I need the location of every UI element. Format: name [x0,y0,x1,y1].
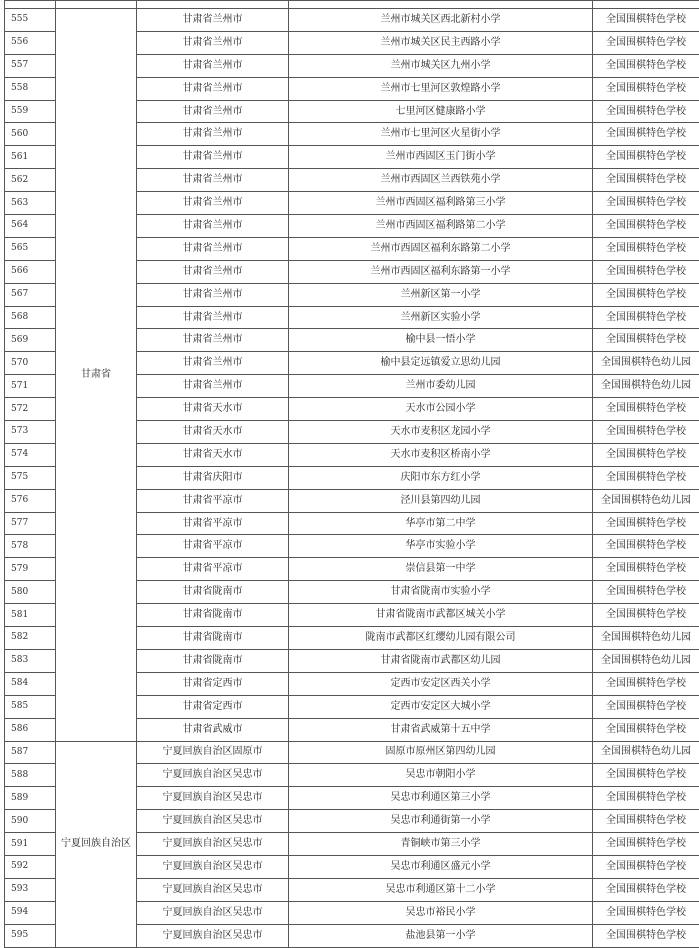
school-type-cell: 全国围棋特色学校 [593,421,699,444]
school-name-cell: 兰州市七里河区敦煌路小学 [289,77,593,100]
row-number: 563 [5,192,56,215]
school-name-cell: 青铜峡市第三小学 [289,833,593,856]
school-name-cell: 崇信县第一中学 [289,558,593,581]
school-name-cell: 兰州市西固区福利路第二小学 [289,215,593,238]
city-cell: 甘肃省兰州市 [137,9,289,32]
edge-cell [56,1,137,9]
city-cell: 甘肃省陇南市 [137,649,289,672]
school-type-cell: 全国围棋特色学校 [593,215,699,238]
school-name-cell: 天水市公园小学 [289,398,593,421]
row-number: 573 [5,421,56,444]
school-name-cell: 吴忠市朝阳小学 [289,764,593,787]
row-number: 583 [5,649,56,672]
city-cell: 宁夏回族自治区吴忠市 [137,901,289,924]
school-name-cell: 吴忠市裕民小学 [289,901,593,924]
row-number: 557 [5,54,56,77]
city-cell: 甘肃省兰州市 [137,215,289,238]
city-cell: 甘肃省兰州市 [137,100,289,123]
table-top-edge [5,1,699,9]
school-name-cell: 吴忠市利通区第十二小学 [289,878,593,901]
row-number: 562 [5,169,56,192]
school-name-cell: 兰州市城关区九州小学 [289,54,593,77]
city-cell: 宁夏回族自治区吴忠市 [137,787,289,810]
school-name-cell: 兰州市委幼儿园 [289,375,593,398]
school-name-cell: 兰州市西固区福利东路第一小学 [289,260,593,283]
city-cell: 甘肃省陇南市 [137,627,289,650]
city-cell: 甘肃省定西市 [137,672,289,695]
row-number: 578 [5,535,56,558]
school-type-cell: 全国围棋特色学校 [593,169,699,192]
row-number: 591 [5,833,56,856]
row-number: 580 [5,581,56,604]
school-type-cell: 全国围棋特色学校 [593,810,699,833]
school-type-cell: 全国围棋特色学校 [593,306,699,329]
edge-cell [593,1,699,9]
school-name-cell: 吴忠市利通区第三小学 [289,787,593,810]
school-name-cell: 华亭市第二中学 [289,512,593,535]
school-name-cell: 榆中县定远镇爱立思幼儿园 [289,352,593,375]
school-type-cell: 全国围棋特色学校 [593,283,699,306]
row-number: 555 [5,9,56,32]
school-type-cell: 全国围棋特色幼儿园 [593,649,699,672]
school-type-cell: 全国围棋特色学校 [593,695,699,718]
school-type-cell: 全国围棋特色学校 [593,329,699,352]
school-name-cell: 甘肃省武威第十五中学 [289,718,593,741]
city-cell: 甘肃省兰州市 [137,54,289,77]
city-cell: 甘肃省武威市 [137,718,289,741]
school-type-cell: 全国围棋特色学校 [593,31,699,54]
school-name-cell: 盐池县第一小学 [289,924,593,947]
row-number: 560 [5,123,56,146]
row-number: 594 [5,901,56,924]
row-number: 567 [5,283,56,306]
city-cell: 甘肃省兰州市 [137,77,289,100]
school-name-cell: 七里河区健康路小学 [289,100,593,123]
row-number: 566 [5,260,56,283]
school-type-cell: 全国围棋特色幼儿园 [593,375,699,398]
school-type-cell: 全国围棋特色学校 [593,398,699,421]
school-name-cell: 甘肃省陇南市武都区幼儿园 [289,649,593,672]
city-cell: 甘肃省天水市 [137,443,289,466]
city-cell: 甘肃省兰州市 [137,169,289,192]
school-name-cell: 吴忠市利通区盛元小学 [289,855,593,878]
row-number: 587 [5,741,56,764]
school-name-cell: 定西市安定区大城小学 [289,695,593,718]
school-type-cell: 全国围棋特色学校 [593,260,699,283]
city-cell: 甘肃省兰州市 [137,31,289,54]
school-name-cell: 兰州市城关区民主西路小学 [289,31,593,54]
school-type-cell: 全国围棋特色学校 [593,146,699,169]
school-type-cell: 全国围棋特色学校 [593,512,699,535]
school-type-cell: 全国围棋特色学校 [593,443,699,466]
school-type-cell: 全国围棋特色学校 [593,466,699,489]
school-type-cell: 全国围棋特色学校 [593,855,699,878]
table-row [5,9,699,32]
school-name-cell: 兰州市西固区福利东路第二小学 [289,237,593,260]
school-name-cell: 兰州市西固区兰西铁苑小学 [289,169,593,192]
school-list-table [4,0,699,948]
city-cell: 宁夏回族自治区固原市 [137,741,289,764]
row-number: 584 [5,672,56,695]
school-name-cell: 吴忠市利通街第一小学 [289,810,593,833]
city-cell: 甘肃省兰州市 [137,329,289,352]
row-number: 571 [5,375,56,398]
city-cell: 甘肃省平凉市 [137,489,289,512]
row-number: 593 [5,878,56,901]
school-name-cell: 兰州新区第一小学 [289,283,593,306]
school-name-cell: 华亭市实验小学 [289,535,593,558]
row-number: 568 [5,306,56,329]
school-type-cell: 全国围棋特色学校 [593,764,699,787]
row-number: 585 [5,695,56,718]
school-type-cell: 全国围棋特色学校 [593,9,699,32]
row-number: 574 [5,443,56,466]
school-type-cell: 全国围棋特色幼儿园 [593,741,699,764]
city-cell: 甘肃省平凉市 [137,535,289,558]
school-name-cell: 兰州新区实验小学 [289,306,593,329]
school-type-cell: 全国围棋特色学校 [593,924,699,947]
city-cell: 甘肃省兰州市 [137,192,289,215]
city-cell: 甘肃省兰州市 [137,283,289,306]
city-cell: 甘肃省天水市 [137,421,289,444]
row-number: 592 [5,855,56,878]
row-number: 581 [5,604,56,627]
province-cell: 宁夏回族自治区 [56,741,137,947]
city-cell: 甘肃省庆阳市 [137,466,289,489]
school-type-cell: 全国围棋特色学校 [593,123,699,146]
school-type-cell: 全国围棋特色学校 [593,54,699,77]
school-name-cell: 甘肃省陇南市实验小学 [289,581,593,604]
city-cell: 甘肃省兰州市 [137,375,289,398]
school-name-cell: 陇南市武都区红缨幼儿园有限公司 [289,627,593,650]
row-number: 575 [5,466,56,489]
school-type-cell: 全国围棋特色学校 [593,558,699,581]
school-type-cell: 全国围棋特色幼儿园 [593,489,699,512]
school-type-cell: 全国围棋特色学校 [593,100,699,123]
school-type-cell: 全国围棋特色学校 [593,901,699,924]
edge-cell [137,1,289,9]
row-number: 579 [5,558,56,581]
edge-cell [5,1,56,9]
city-cell: 甘肃省兰州市 [137,237,289,260]
row-number: 570 [5,352,56,375]
row-number: 595 [5,924,56,947]
school-name-cell: 天水市麦积区龙园小学 [289,421,593,444]
province-cell: 甘肃省 [56,9,137,742]
school-name-cell: 兰州市西固区福利路第三小学 [289,192,593,215]
school-type-cell: 全国围棋特色学校 [593,581,699,604]
city-cell: 甘肃省兰州市 [137,260,289,283]
row-number: 561 [5,146,56,169]
school-type-cell: 全国围棋特色幼儿园 [593,352,699,375]
city-cell: 宁夏回族自治区吴忠市 [137,764,289,787]
city-cell: 甘肃省陇南市 [137,581,289,604]
school-name-cell: 甘肃省陇南市武都区城关小学 [289,604,593,627]
city-cell: 宁夏回族自治区吴忠市 [137,878,289,901]
school-name-cell: 天水市麦积区桥南小学 [289,443,593,466]
row-number: 558 [5,77,56,100]
edge-cell [289,1,593,9]
school-type-cell: 全国围棋特色学校 [593,718,699,741]
row-number: 590 [5,810,56,833]
school-type-cell: 全国围棋特色学校 [593,787,699,810]
school-name-cell: 榆中县一悟小学 [289,329,593,352]
city-cell: 甘肃省平凉市 [137,512,289,535]
row-number: 589 [5,787,56,810]
school-name-cell: 兰州市西固区玉门街小学 [289,146,593,169]
table-body [5,1,699,948]
city-cell: 甘肃省平凉市 [137,558,289,581]
row-number: 586 [5,718,56,741]
row-number: 565 [5,237,56,260]
row-number: 582 [5,627,56,650]
city-cell: 甘肃省兰州市 [137,146,289,169]
row-number: 569 [5,329,56,352]
school-name-cell: 固原市原州区第四幼儿园 [289,741,593,764]
row-number: 577 [5,512,56,535]
school-type-cell: 全国围棋特色学校 [593,672,699,695]
city-cell: 甘肃省兰州市 [137,306,289,329]
school-name-cell: 兰州市七里河区火星街小学 [289,123,593,146]
city-cell: 宁夏回族自治区吴忠市 [137,924,289,947]
school-type-cell: 全国围棋特色幼儿园 [593,627,699,650]
school-name-cell: 庆阳市东方红小学 [289,466,593,489]
school-type-cell: 全国围棋特色学校 [593,192,699,215]
row-number: 576 [5,489,56,512]
city-cell: 甘肃省天水市 [137,398,289,421]
row-number: 588 [5,764,56,787]
city-cell: 宁夏回族自治区吴忠市 [137,833,289,856]
row-number: 559 [5,100,56,123]
school-type-cell: 全国围棋特色学校 [593,535,699,558]
school-name-cell: 兰州市城关区西北新村小学 [289,9,593,32]
school-type-cell: 全国围棋特色学校 [593,604,699,627]
school-name-cell: 定西市安定区西关小学 [289,672,593,695]
school-type-cell: 全国围棋特色学校 [593,77,699,100]
row-number: 564 [5,215,56,238]
city-cell: 宁夏回族自治区吴忠市 [137,810,289,833]
city-cell: 甘肃省兰州市 [137,123,289,146]
city-cell: 甘肃省定西市 [137,695,289,718]
school-type-cell: 全国围棋特色学校 [593,237,699,260]
row-number: 572 [5,398,56,421]
school-type-cell: 全国围棋特色学校 [593,833,699,856]
city-cell: 宁夏回族自治区吴忠市 [137,855,289,878]
city-cell: 甘肃省兰州市 [137,352,289,375]
school-type-cell: 全国围棋特色学校 [593,878,699,901]
table-row [5,741,699,764]
school-name-cell: 泾川县第四幼儿园 [289,489,593,512]
city-cell: 甘肃省陇南市 [137,604,289,627]
row-number: 556 [5,31,56,54]
